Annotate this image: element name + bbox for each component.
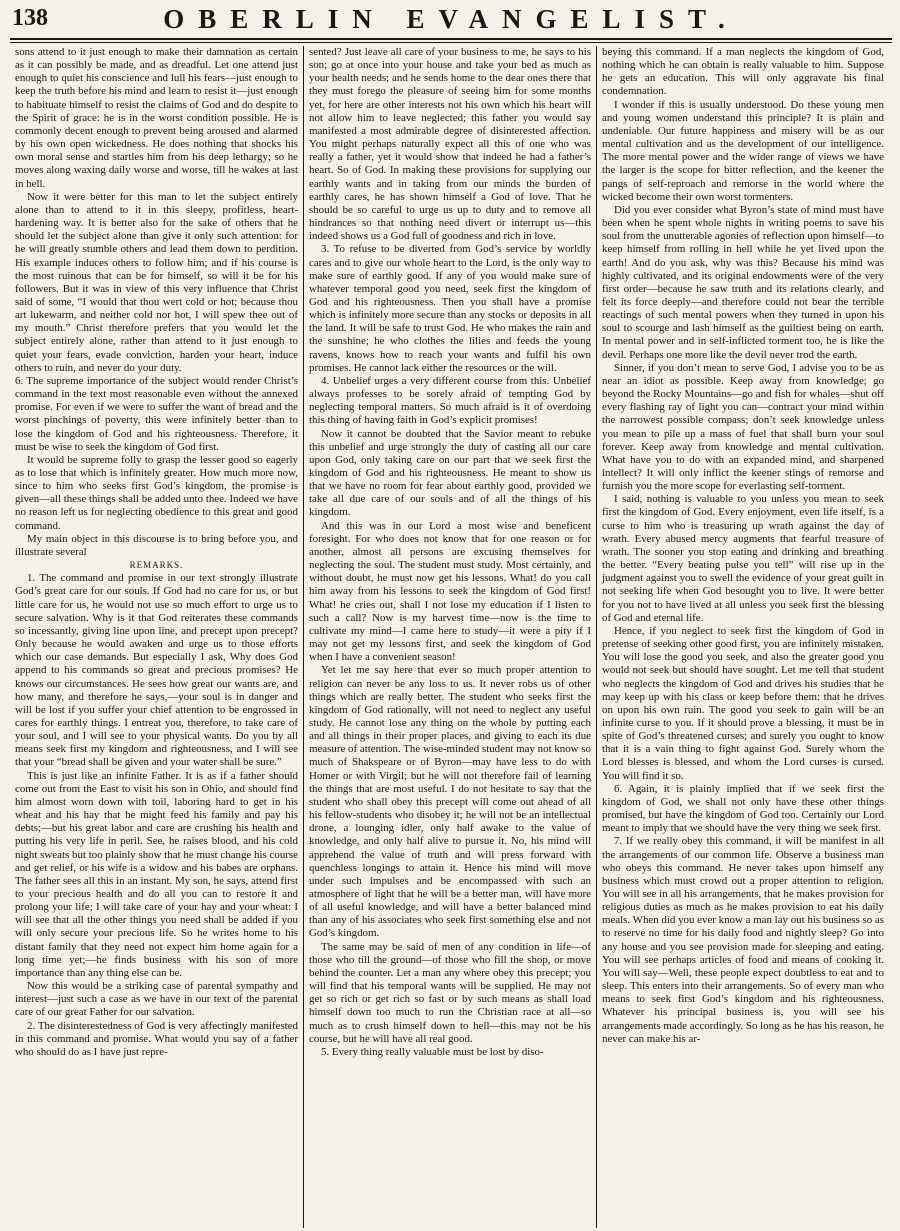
paragraph: Did you ever consider what Byron’s state of mind must have been when he spent whole nights in writing poems to save his soul from the unutterable agonies of reflection upon himself—to keep himself from rolling in hell while he yet lived upon the earth! And do you ask, why was this? Because his mind was highly cultivated, and its original endowments were of the very first order—because he saw truth and its relations clearly, and felt its force deeply—and therefore could not bear the terrible reactings of such mental powers when they turned in upon his soul to scourge and lash himself as the guiltiest being on earth. In mental power and in self-inflicted torment too, he is like the devil. Perhaps one more like the devil never trod the earth. — [602, 203, 884, 361]
paragraph: I wonder if this is usually understood. Do these young men and young women understand this principle? It is plain and undeniable. Our future happiness and misery will be as our mental cultivation and as the development of our intelligence. The more mental power and the wider range of views we have the larger is the scope for bitter reflection, and the keener the pangs of self-reproach and remorse in the world where the wicked become their own worst tormenters. — [602, 98, 884, 203]
paragraph: sented? Just leave all care of your business to me, he says to his son; go at once into your house and take your bed as much as your health needs; and he sends home to the dear ones there that they must forego the pleasure of seeing him for some months yet, for here are other interests not his own which his heart will not allow him to leave neglected; this father you would say manifested a most admirable degree of disinterested affection. You might perhaps naturally expect all this of one who was really a father, yet it would show that indeed he had a father’s heart. So of God. In making these provisions for supplying our earthly wants and in taking from our minds the burden of earthly cares, he has shown himself a God of love. That he should be so careful to urge us up to duty and to remove all hindrances so that nothing need divert or interrupt us—this indeed shows us a God full of goodness and rich in love. — [309, 46, 591, 243]
paragraph: beying this command. If a man neglects the kingdom of God, nothing which he can obtain is really valuable to him. Suppose he gets an education. This will only aggravate his final condemnation. — [602, 46, 884, 98]
paragraph: 7. If we really obey this command, it will be manifest in all the arrangements of our common life. Observe a business man who obeys this command. He never takes upon himself any business which must crowd out a proper attention to religion. You will see in all his arrangements, that he makes provision for religious duties as much as he makes provision to eat his daily meals. When did you ever know a man lay out his business so as to reserve no time for his daily food and nightly sleep? Go into any house and you see provision made for sleeping and eating. You will see perhaps articles of food and means of cooking it. You will say—Well, these people expect doubtless to eat and to sleep. This enters into their arrangements. So of every man who means to seek first God’s kingdom and his righteousness. Whatever his principal business is, you will see his arrangements made accordingly. So long as he has his reason, he never can make his ar- — [602, 835, 884, 1045]
paragraph: 5. Every thing really valuable must be lost by diso- — [321, 1045, 544, 1058]
paragraph: 1. The command and promise in our text strongly illustrate God’s great care for our souls. If God had no care for us, or but little care for us, he would not use so much effort to urge us to secure salvation. Why is it that God reiterates these commands so incessantly, giving line upon line, and precept upon precept? Only because he would awaken and urge us to those efforts which our case demands. But especially I ask, Why does God append to his commands so great and precious promises? He knows our circumstances. He sees how great our wants are, and how many, and therefore he says,—your soul is in danger and will be lost if you suffer your chief attention to be engrossed in cares for earthly things. I entreat you, therefore, to take care of your soul, and I will see to your physical wants. Do you by all means seek first my kingdom and righteousness, and I will see that your “bread shall be given and your water shall be sure.” — [15, 572, 298, 769]
paragraph: My main object in this discourse is to bring before you, and illustrate several — [15, 532, 298, 558]
column-right — [596, 46, 889, 1228]
paragraph: The same may be said of men of any condition in life—of those who till the ground—of those who fill the shop, or move behind the counter. Let a man any where obey this precept; you will find that his temporal wants will be supplied. He may not get so rich or get rich so fast or by such means as shall load himself down too much to run the Christian race at all—so much as to crush himself down to hell—this may not be his course, but he will have all real good. — [309, 940, 591, 1045]
paragraph: It would be supreme folly to grasp the lesser good so eagerly as to lose that which is infinitely greater. How much more now, since to him who seeks first God’s kingdom, the promise is given—all these things shall be added unto thee. Indeed we have no reason left us for neglecting obedience to this great and good command. — [15, 453, 298, 532]
column-middle — [303, 46, 596, 1228]
paragraph: Now it were better for this man to let the subject entirely alone than to attend to it in this sleepy, profitless, heart-hardening way. It is better also for the sake of others that he should let the subject alone than give it only such attention: for he will greatly stumble others and lead them down to perdition. His example induces others to follow him; and if his course is the most ruinous that can be for himself, so will it be for his followers. But it was in view of this very influence that Christ said of some, “I would that thou wert cold or hot; because thou art lukewarm, and neither cold nor hot, I will spew thee out of my mouth.” Christ therefore prefers that you would let the subject entirely alone, rather than attend to it just enough to quiet your fears, evade conviction, harden your heart, induce others to ruin, and never do your duty. — [15, 190, 298, 374]
paragraph: 2. The disinterestedness of God is very affectingly manifested in this command and promise. What would you say of a father who should do as I have just repre- — [15, 1019, 298, 1058]
paragraph: 3. To refuse to be diverted from God’s service by worldly cares and to give our whole heart to the Lord, is the only way to make sure of earthly good. If any of you would make sure of whatever temporal good you need, seek first the kingdom of God and his righteousness. Then you shall have a promise which is infinitely more secure than any stocks or deposits in all the land. It will be safe to trust God. He who makes the rain and the sunshine; he who clothes the lilies and feeds the young ravens, knows how to reach your wants and fulfil his own promises. He cannot lack either the resources or the will. — [309, 243, 591, 374]
paragraph: Now it cannot be doubted that the Savior meant to rebuke this unbelief and urge strongly the duty of casting all our care upon God, only taking care on our part that we seek first the kingdom of God and his righteousness. He meant to show us that we have no room for fear about earthly good, provided we take all due care of our souls and of all the things of his kingdom. — [309, 427, 591, 519]
paragraph: 6. Again, it is plainly implied that if we seek first the kingdom of God, we shall not only have these other things promised, but have the kingdom of God too. Certainly our Lord meant to imply that we should have the very thing we seek first. — [602, 782, 884, 835]
paragraph: This is just like an infinite Father. It is as if a father should come out from the East to visit his son in Ohio, and should find him almost worn down with toil, laboring hard to get in his wheat and his hay that he might feed his family and pay his debts;—but his great labor and care are crushing his health and putting his very life in peril. See, he raises blood, and his cold night sweats but too plainly show that he must change his course and get relief, or his wife is a widow and his babes are orphans. The father sees all this in an instant. My son, he says, attend first to your precious health and do all you can to restore it and prolong your life; I will take care of your hay and your wheat: I will see that all the other things you need shall be added if you will only secure your precious life. So he writes home to his distant family that they need not expect him home again for a long time yet;—he finds business with his son of more importance than any thing else can be. — [15, 769, 298, 979]
paragraph: I said, nothing is valuable to you unless you mean to seek first the kingdom of God. Every enjoyment, even life itself, is a curse to him who is treasuring up wrath against the day of wrath. Every abused mercy augments that fearful treasure of wrath. The sooner you stop eating and drinking and breathing the better. “Every beating pulse you tell” will rise up in the judgment against you to swell the evidence of your great guilt in not seeking life when God besought you to live. It were better for you not to have lived at all unless you seek first the blessing of God and eternal life. — [602, 493, 884, 624]
page-number: 138 — [12, 5, 48, 31]
paragraph: Yet let me say here that ever so much proper attention to religion can never be any loss to us. It never robs us of other things which are really better. The student who seeks first the kingdom of God rationally, will not need to neglect any useful study. He cannot lose any thing on the whole by putting each and all things in their proper places, and giving to each its due measure of attention. The wise-minded student may not know so much of Shakspeare or of Byron—may have less to do with Homer or with Virgil; but he will not therefore fail of learning the things that are most useful. I do not hesitate to say that the student who shall obey this precept will come out ahead of all his fellow-students who disobey it; he will not be an intellectual drone, a lounging idler, only half awake to the value of knowledge, and only half alive to pursue it. No, his mind will apprehend the value of truth and will press forward with quenchless longings to attain it. Hence his mind will move under such impulses and be encompassed with such an atmosphere of light that he will be a better man, will have more of all useful knowledge, and will have a better balanced mind than any of his associates who seek first something else and not God’s kingdom. — [309, 664, 591, 940]
header-rule — [10, 42, 892, 43]
paragraph: 6. The supreme importance of the subject would render Christ’s command in the text most reasonable even without the annexed promise. For even if we were to suffer the want of bread and the worst pinchings of poverty, this were infinitely better than to lose the kingdom of God and his righteousness. Therefore, it must be wise to seek the kingdom of God first. — [15, 374, 298, 453]
section-heading: REMARKS. — [129, 560, 184, 571]
column-left — [10, 46, 303, 1228]
paragraph: And this was in our Lord a most wise and beneficent foresight. For who does not know that for one reason or for another, almost all persons are excusing themselves for neglecting the soul. The student must study. Most certainly, and without doubt, he must now get his lessons. What! do you call him away from his lessons to seek the kingdom of God first! What! he cries out, shall I not lose my education if I listen to such a call? Now is my harvest time—now is the time to cultivate my mind—I came here to study—it were a pity if I may not get my lessons first, and seek the kingdom of God when I have a convenient season! — [309, 519, 591, 664]
paragraph: Sinner, if you don’t mean to serve God, I advise you to be as near an idiot as possible. Keep away from knowledge; go beyond the Rocky Mountains—go and fish for whales—shut off every flashing ray of light you can—contract your mind within the narrowest possible compass; don’t seek knowledge unless you mean to pile up a mass of fuel that shall burn your soul forever. Keep away from knowledge and mental cultivation. What have you to do with an expanded mind, and sharpened intellect? It will only inflict the keener stings of remorse and furnish you the more scope for everlasting self-torment. — [602, 361, 884, 493]
paragraph: 4. Unbelief urges a very different course from this. Unbelief always professes to be sorely afraid of tempting God by neglecting temporal matters. So much afraid is it of overdoing this thing of having faith in God’s explicit promises! — [309, 374, 591, 427]
paragraph: Now this would be a striking case of parental sympathy and interest—just such a case as we have in our text of the parental care of our great Father for our salvation. — [15, 980, 298, 1019]
text-columns — [10, 46, 892, 1228]
masthead-title: OBERLIN EVANGELIST. — [163, 4, 739, 34]
paragraph: sons attend to it just enough to make their damnation as certain as it can possibly be made, and as dreadful. Let one attend just enough to quiet his conscience and lull his fears—just enough to keep the truth before his mind and learn to resist it—just enough to habituate himself to resist the claims of God and do despite to the Spirit of grace: he is in the worst condition possible. He is commonly decent enough to prevent being aroused and alarmed by his own open wickedness. He does nothing that shocks his own moral sense and startles him from his deep lethargy; so he moves along waxing daily worse and worse, till he wakes at last in hell. — [15, 46, 298, 190]
page-header — [10, 4, 892, 40]
paragraph: Hence, if you neglect to seek first the kingdom of God in pretense of seeking other good first, you are infinitely mistaken. You will lose the good you seek, and also the greater good you would not seek but should have sought. Let me tell that student who neglects the kingdom of God and drives his studies that he may keep up with his class or keep before them: that he drives on upon his own ruin. The good you seek to gain will be an infinite curse to you. If it should prove a blessing, it must be in spite of God’s threatened curses; and surely you ought to know that it is a vain thing to fight against God. Surely whom the Lord blesses is blessed, and whom the Lord curses is cursed. You will find it so. — [602, 624, 884, 782]
